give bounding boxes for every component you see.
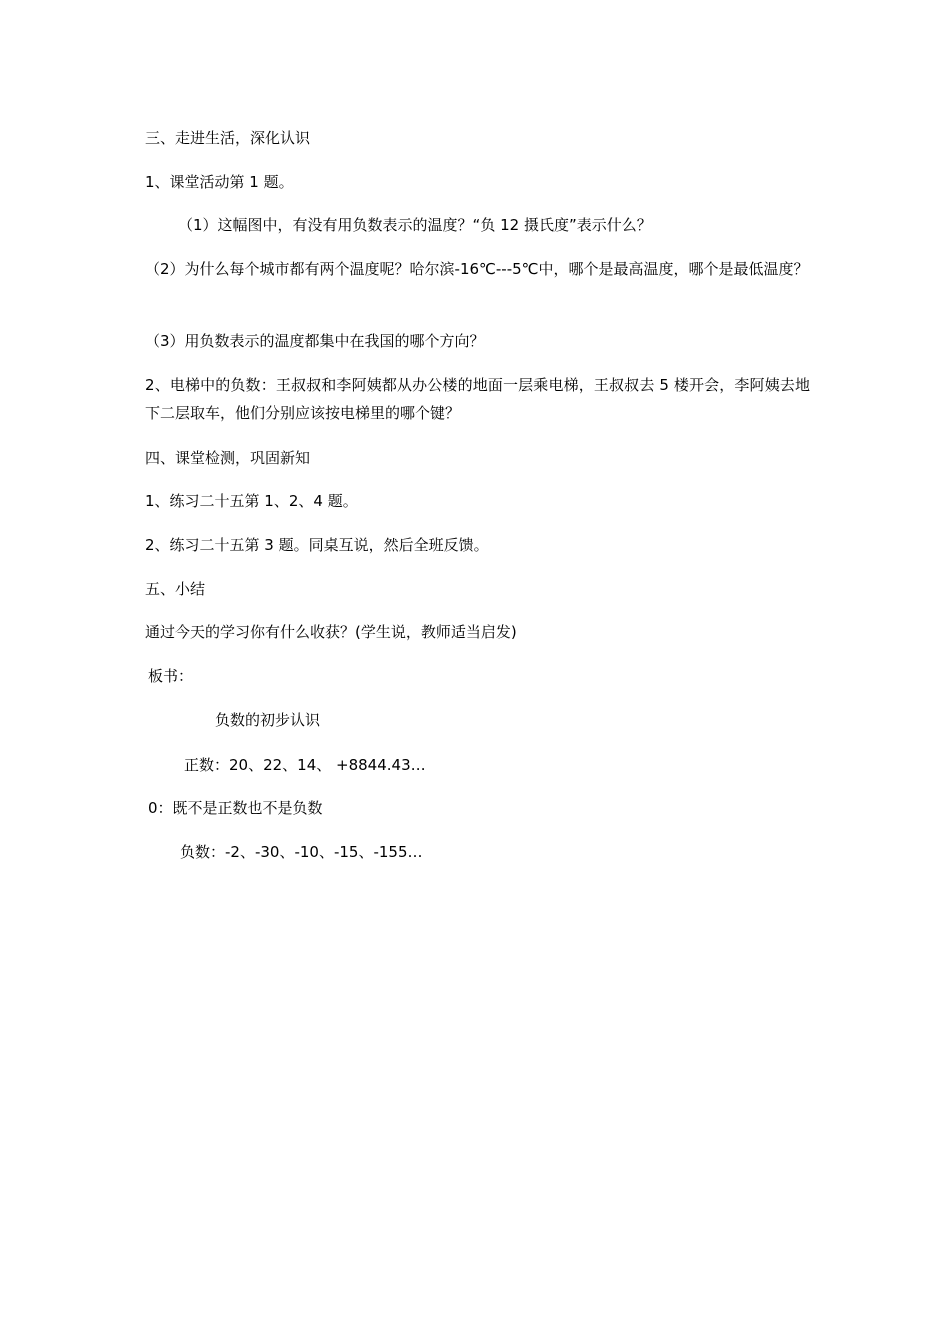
section-3-question-2: （2）为什么每个城市都有两个温度呢？哈尔滨-16℃---5℃中，哪个是最高温度，哪个是最低温度？	[145, 260, 809, 278]
section-5-text: 通过今天的学习你有什么收获？(学生说，教师适当启发)	[145, 623, 517, 641]
board-positive-numbers: 正数：20、22、14、 +8844.43…	[184, 756, 426, 774]
section-4-heading: 四、课堂检测，巩固新知	[145, 449, 311, 467]
section-3-item-1: 1、课堂活动第 1 题。	[145, 173, 294, 191]
section-3-question-3: （3）用负数表示的温度都集中在我国的哪个方向？	[145, 332, 485, 350]
section-3-heading: 三、走进生活，深化认识	[145, 129, 311, 147]
section-3-question-1: （1）这幅图中，有没有用负数表示的温度？“负 12 摄氏度”表示什么？	[178, 216, 652, 234]
board-title: 负数的初步认识	[215, 711, 321, 729]
board-zero-line: 0：既不是正数也不是负数	[148, 799, 323, 817]
section-5-heading: 五、小结	[145, 580, 206, 598]
board-label: 板书：	[148, 667, 194, 685]
section-3-item-2: 2、电梯中的负数：王叔叔和李阿姨都从办公楼的地面一层乘电梯，王叔叔去 5 楼开会，李阿姨去地下二层取车，他们分别应该按电梯里的哪个键？	[145, 376, 810, 422]
section-4-item-1: 1、练习二十五第 1、2、4 题。	[145, 492, 358, 510]
board-negative-numbers: 负数：-2、-30、-10、-15、-155…	[180, 843, 423, 861]
section-4-item-2: 2、练习二十五第 3 题。同桌互说，然后全班反馈。	[145, 536, 489, 554]
